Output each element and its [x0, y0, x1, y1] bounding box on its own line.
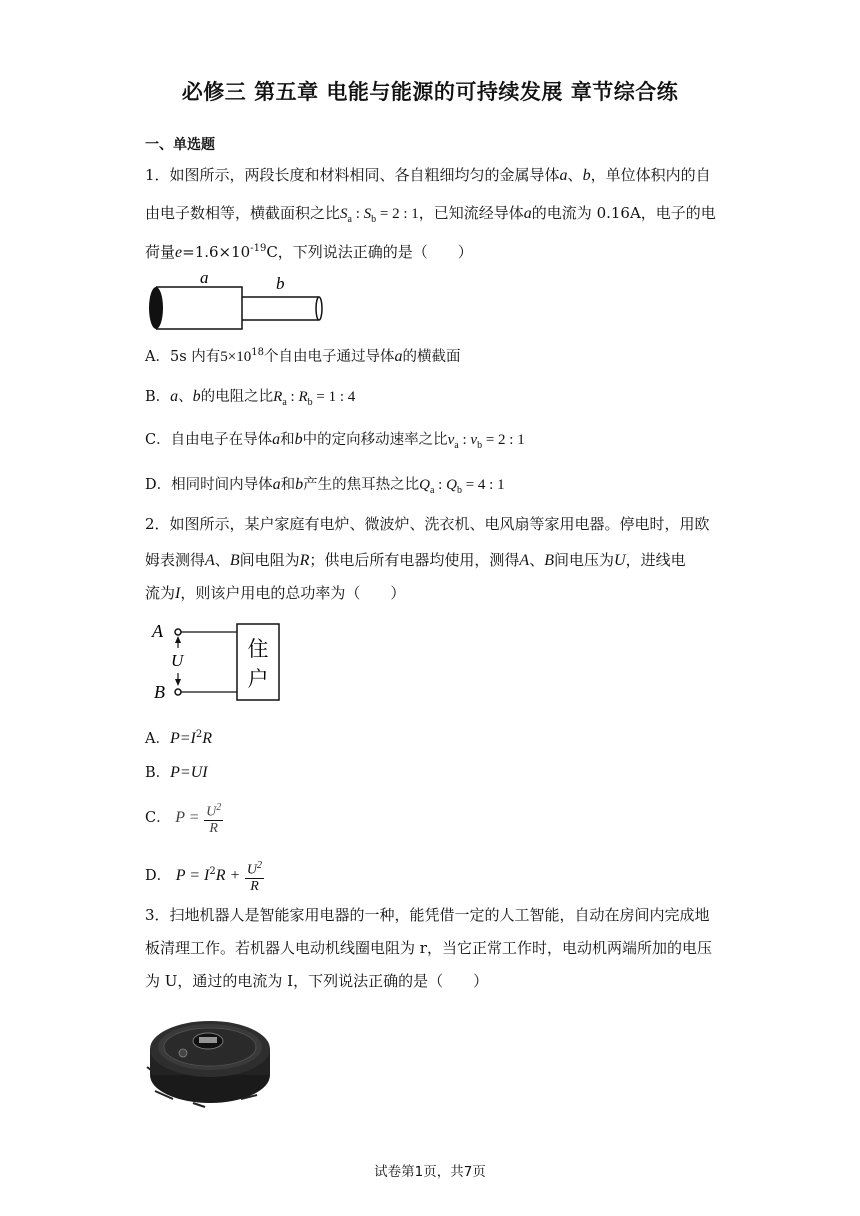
conductor-a	[156, 287, 242, 329]
conductor-figure	[140, 268, 330, 336]
q2-option-a[interactable]: A．$P=I^2R$	[145, 729, 213, 747]
q2-line-2: 姆表测得A、B间电阻为R；供电后所有电器均使用，测得A、B间电压为U，进线电	[145, 551, 686, 569]
q3-line-1: 3．扫地机器人是智能家用电器的一种，能凭借一定的人工智能，自动在房间内完成地	[145, 906, 710, 924]
terminal-a	[175, 629, 181, 635]
conductor-b-end	[316, 297, 322, 320]
q1-line-2: 由电子数相等，横截面积之比$S_a$ : $S_b = 2$ : 1，已知流经导体a的电流为 0.16A，电子的电	[145, 204, 716, 225]
voltage-label: U	[171, 651, 184, 670]
terminal-b	[175, 689, 181, 695]
robot-vacuum-image	[145, 1003, 275, 1113]
svg-text:户: 户	[247, 667, 269, 691]
q1-option-a[interactable]: A．5s 内有$5\times 10^{18}$个自由电子通过导体a的横截面	[145, 347, 461, 365]
q2-option-b[interactable]: B．P=UI	[145, 764, 208, 781]
q1-option-b[interactable]: B．a、b的电阻之比$R_a$ : $R_b = 1$ : 4	[145, 388, 356, 408]
svg-text:住: 住	[247, 637, 269, 661]
household-circuit-figure	[150, 618, 290, 704]
page-title: 必修三 第五章 电能与能源的可持续发展 章节综合练	[181, 80, 679, 104]
page-footer: 试卷第1页，共7页	[374, 1164, 486, 1180]
q1-line-3: 荷量$e=1.6\times 10^{-19}C$，下列说法正确的是（ ）	[145, 243, 473, 261]
q2-option-c[interactable]: C． P = $\frac{U^2}{R}$	[145, 802, 222, 836]
terminal-label-b: B	[154, 682, 165, 702]
label-a: a	[200, 268, 209, 287]
q1-option-c[interactable]: C．自由电子在导体a和b中的定向移动速率之比$v_a$ : $v_b = 2$ : 1	[145, 431, 525, 451]
section-heading: 一、单选题	[145, 137, 215, 153]
q2-option-d[interactable]: D． $P = I^2R$ + $\frac{U^2}{R}$	[145, 860, 263, 894]
q2-line-3: 流为I，则该户用电的总功率为（ ）	[145, 584, 406, 602]
q3-line-2: 板清理工作。若机器人电动机线圈电阻为 r，当它正常工作时，电动机两端所加的电压	[145, 939, 712, 957]
label-b: b	[276, 274, 285, 293]
q3-line-3: 为 U，通过的电流为 I，下列说法正确的是（ ）	[145, 972, 489, 990]
conductor-b	[242, 297, 319, 320]
q2-line-1: 2．如图所示，某户家庭有电炉、微波炉、洗衣机、电风扇等家用电器。停电时，用欧	[145, 515, 710, 533]
terminal-label-a: A	[152, 621, 163, 641]
q1-option-d[interactable]: D．相同时间内导体a和b产生的焦耳热之比$Q_a$ : $Q_b = 4$ : 1	[145, 476, 505, 496]
q1-line-1: 1．如图所示，两段长度和材料相同、各自粗细均匀的金属导体a、b，单位体积内的自	[145, 166, 711, 184]
conductor-a-end	[149, 287, 163, 329]
